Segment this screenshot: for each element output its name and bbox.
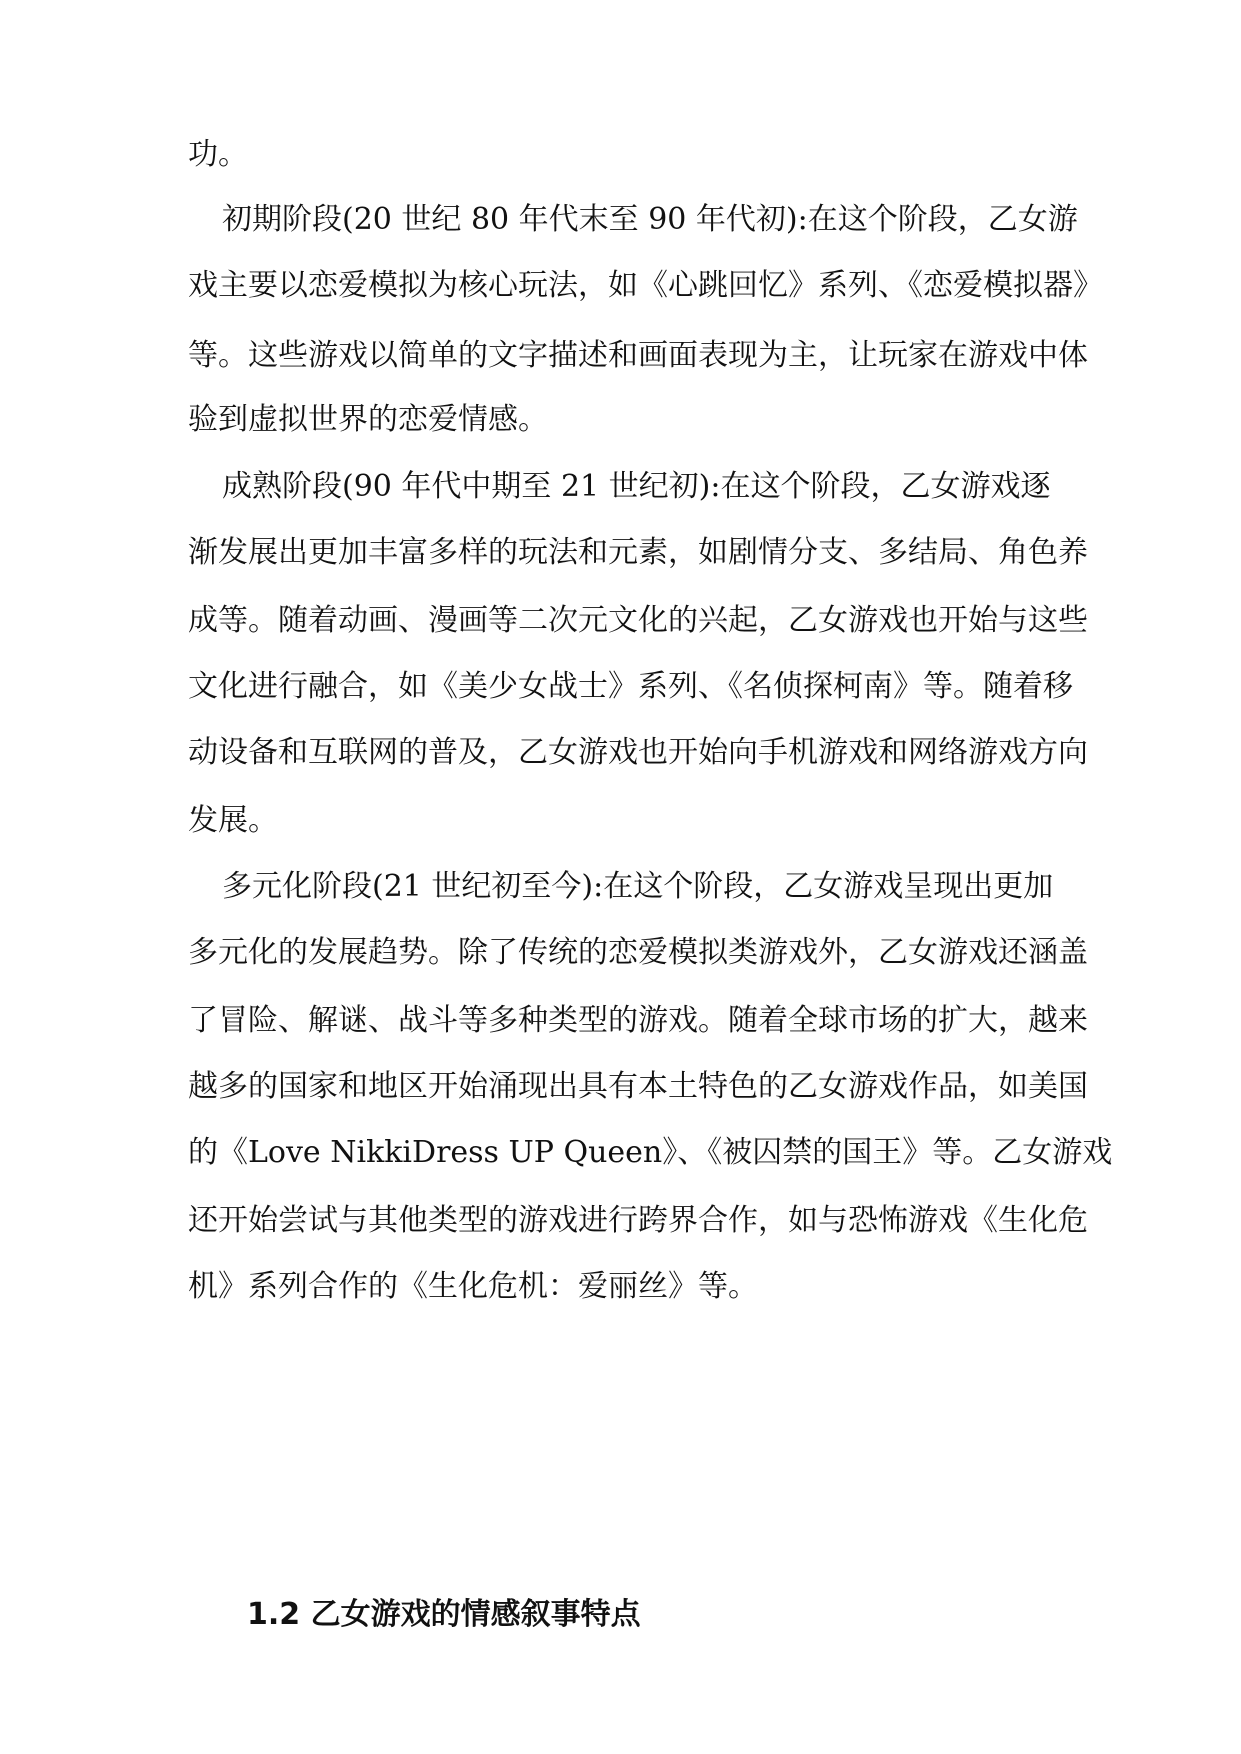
paragraph-3-line-4: 的《Love NikkiDress UP Queen》、《被囚禁的国王》等。乙女游戏 — [188, 1135, 1113, 1170]
paragraph-2-line-0: 成熟阶段(90 年代中期至 21 世纪初):在这个阶段，乙女游戏逐 — [222, 469, 1051, 504]
paragraph-1-line-3: 验到虚拟世界的恋爱情感。 — [188, 402, 548, 437]
paragraph-1-line-2: 等。这些游戏以简单的文字描述和画面表现为主，让玩家在游戏中体 — [188, 338, 1088, 373]
paragraph-1-line-1: 戏主要以恋爱模拟为核心玩法，如《心跳回忆》系列、《恋爱模拟器》 — [188, 268, 1103, 303]
paragraph-2-line-3: 文化进行融合，如《美少女战士》系列、《名侦探柯南》等。随着移 — [188, 669, 1073, 704]
paragraph-2-line-1: 渐发展出更加丰富多样的玩法和元素，如剧情分支、多结局、角色养 — [188, 535, 1088, 570]
paragraph-2-line-2: 成等。随着动画、漫画等二次元文化的兴起，乙女游戏也开始与这些 — [188, 603, 1088, 638]
paragraph-3-line-1: 多元化的发展趋势。除了传统的恋爱模拟类游戏外，乙女游戏还涵盖 — [188, 935, 1088, 970]
paragraph-3-line-3: 越多的国家和地区开始涌现出具有本土特色的乙女游戏作品，如美国 — [188, 1069, 1088, 1104]
paragraph-2-line-5: 发展。 — [188, 803, 278, 838]
paragraph-3-line-5: 还开始尝试与其他类型的游戏进行跨界合作，如与恐怖游戏《生化危 — [188, 1203, 1088, 1238]
paragraph-3-line-6: 机》系列合作的《生化危机：爱丽丝》等。 — [188, 1269, 758, 1304]
paragraph-0-line-0: 功。 — [188, 137, 248, 172]
paragraph-1-line-0: 初期阶段(20 世纪 80 年代末至 90 年代初):在这个阶段，乙女游 — [222, 202, 1078, 237]
paragraph-3-line-2: 了冒险、解谜、战斗等多种类型的游戏。随着全球市场的扩大，越来 — [188, 1003, 1088, 1038]
paragraph-2-line-4: 动设备和互联网的普及，乙女游戏也开始向手机游戏和网络游戏方向 — [188, 735, 1088, 770]
section-heading: 1.2 乙女游戏的情感叙事特点 — [247, 1597, 641, 1632]
paragraph-3-line-0: 多元化阶段(21 世纪初至今):在这个阶段，乙女游戏呈现出更加 — [222, 869, 1054, 904]
